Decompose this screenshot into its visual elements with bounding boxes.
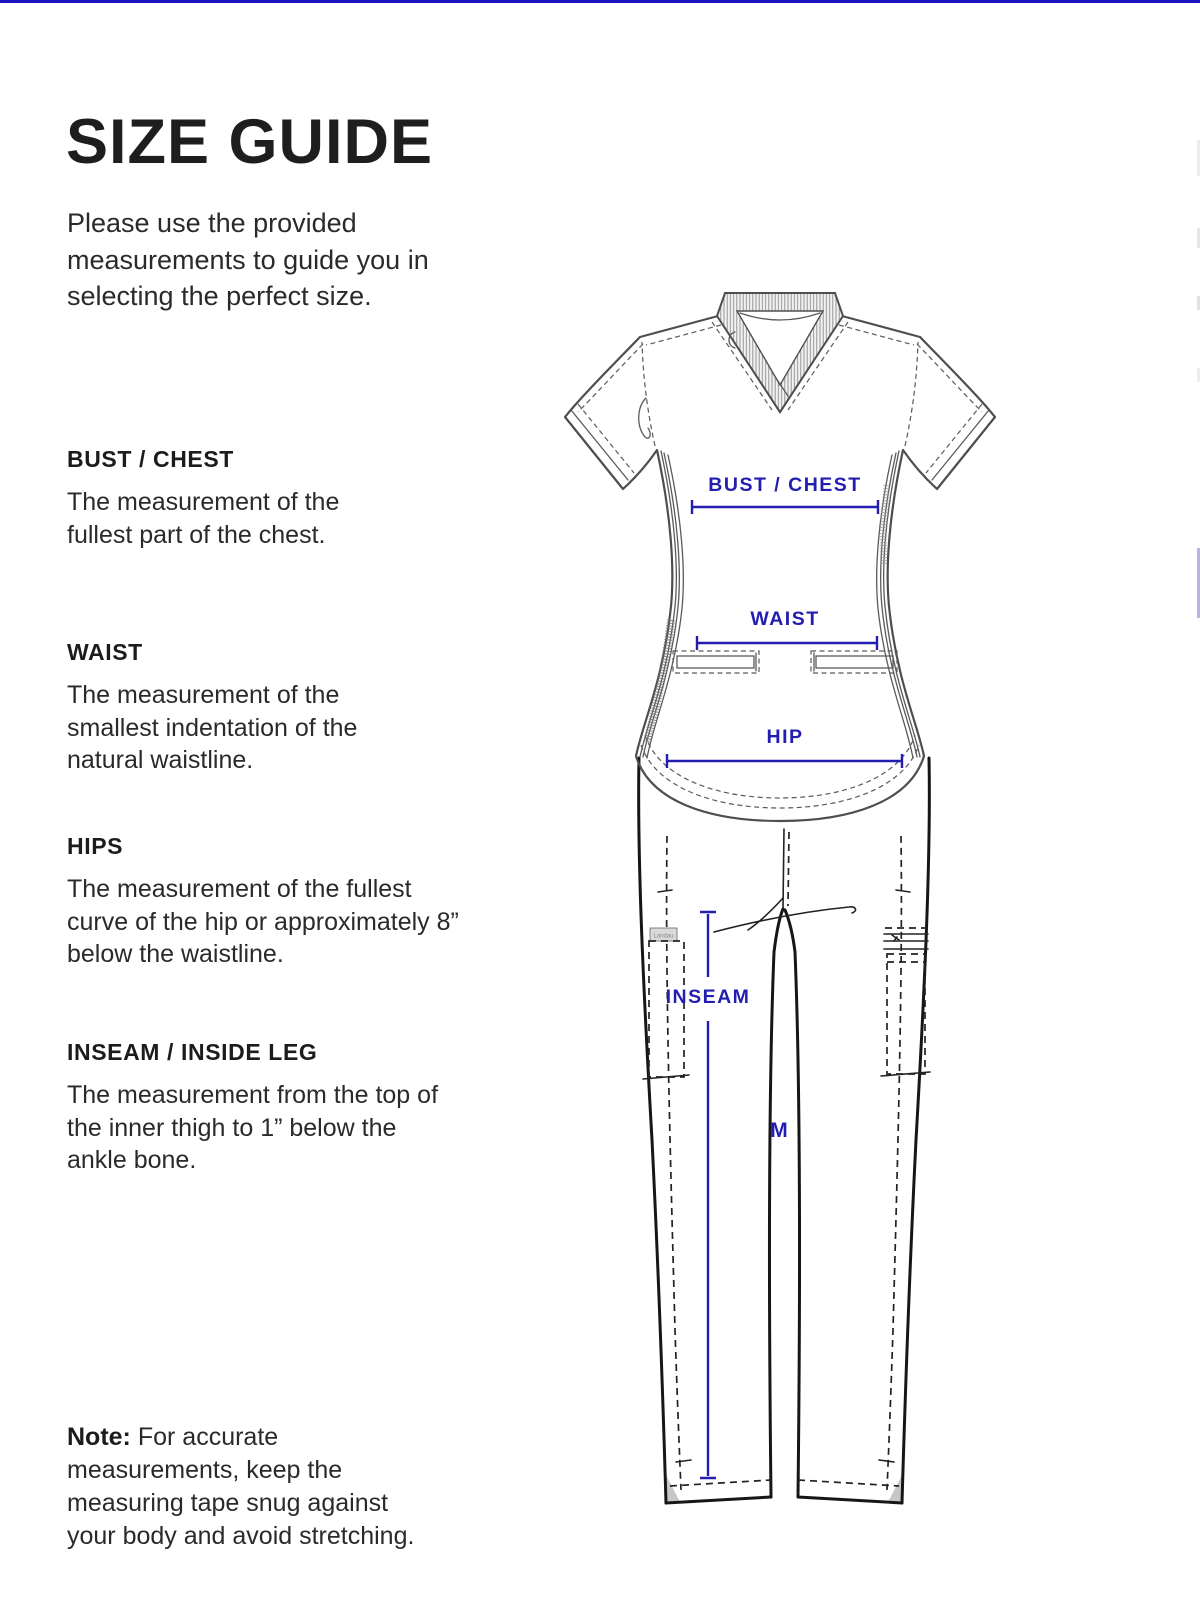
waist-diagram-label: WAIST	[750, 608, 820, 630]
definition-bust-chest	[67, 446, 372, 551]
definition-body: The measurement of the smallest indentation of the natural waistline.	[67, 681, 358, 774]
pocket-brand-tag: Landau	[653, 933, 674, 940]
hip-diagram-label: HIP	[766, 726, 804, 748]
inseam-diagram-label: INSEAM	[665, 986, 751, 1008]
definition-inseam	[67, 1039, 439, 1177]
note-body: For accurate measurements, keep the measuring tape snug against your body and avoid stretching.	[67, 1423, 415, 1550]
definition-heading: WAIST	[67, 639, 143, 665]
definition-heading: HIPS	[67, 833, 124, 859]
definition-heading: BUST / CHEST	[67, 446, 234, 472]
definition-body: The measurement of the fullest curve of the hip or approximately 8” below the waistline.	[67, 875, 459, 968]
definition-waist	[67, 639, 392, 777]
size-marker-label: M	[770, 1119, 788, 1142]
left-welt-pocket	[673, 651, 759, 673]
hip-measure-line	[667, 754, 902, 768]
intro-text: Please use the provided measurements to guide you in selecting the perfect size.	[67, 208, 429, 312]
right-welt-pocket	[811, 651, 897, 673]
definition-body: The measurement from the top of the inner thigh to 1” below the ankle bone.	[67, 1081, 439, 1174]
page-title: SIZE GUIDE	[66, 107, 434, 178]
inseam-measure-line-bottom	[700, 1021, 716, 1478]
size-diagram-illustration	[540, 280, 1000, 1520]
inseam-measure-line-top	[700, 912, 716, 977]
definition-body: The measurement of the fullest part of the chest.	[67, 488, 340, 549]
bust-measure-line	[692, 500, 878, 514]
page-top-border	[0, 0, 1200, 3]
note-label: Note:	[67, 1423, 131, 1451]
waist-measure-line	[697, 636, 877, 650]
definition-hips	[67, 833, 465, 971]
definition-heading: INSEAM / INSIDE LEG	[67, 1039, 318, 1065]
measurement-annotations	[666, 474, 902, 1478]
bust-chest-diagram-label: BUST / CHEST	[708, 474, 862, 496]
measurement-note	[67, 1421, 415, 1553]
